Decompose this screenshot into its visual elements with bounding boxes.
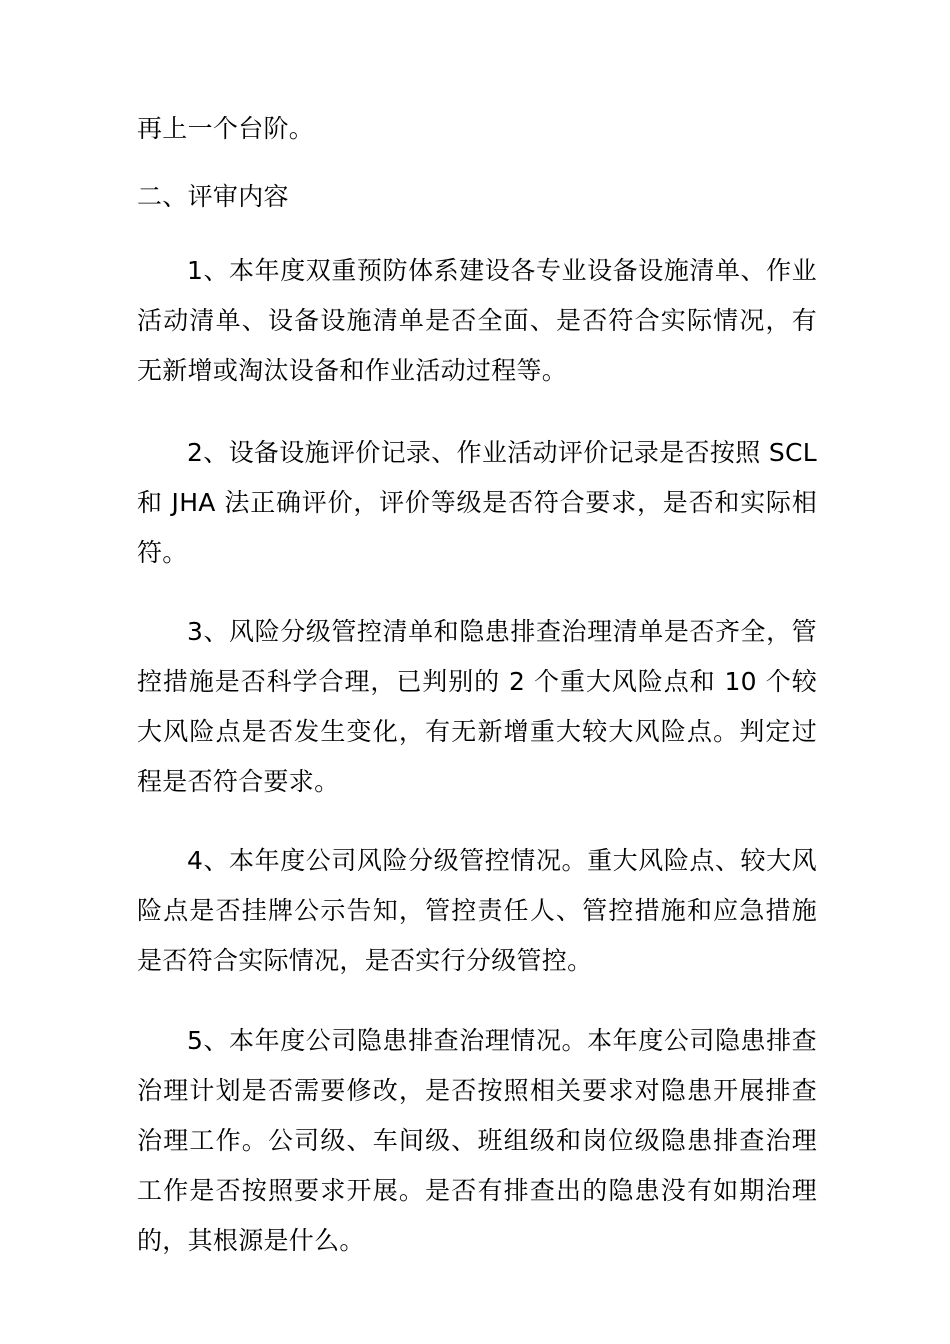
paragraph-4: 4、本年度公司风险分级管控情况。重大风险点、较大风险点是否挂牌公示告知，管控责任人、管控措施和应急措施是否符合实际情况，是否实行分级管控。	[137, 846, 817, 975]
paragraph-5: 5、本年度公司隐患排查治理情况。本年度公司隐患排查治理计划是否需要修改，是否按照相关要求对隐患开展排查治理工作。公司级、车间级、班组级和岗位级隐患排查治理工作是否按照要求开展。是否有排查出的隐患没有如期治理的，其根源是什么。	[137, 1026, 817, 1255]
continuation-line: 再上一个台阶。	[137, 114, 315, 143]
section-heading: 二、评审内容	[137, 182, 289, 211]
paragraph-3: 3、风险分级管控清单和隐患排查治理清单是否齐全，管控措施是否科学合理，已判别的 2 个重大风险点和 10 个较大风险点是否发生变化，有无新增重大较大风险点。判定过程是否符合要求。	[137, 617, 817, 796]
paragraph-2: 2、设备设施评价记录、作业活动评价记录是否按照 SCL 和 JHA 法正确评价，评价等级是否符合要求，是否和实际相符。	[137, 438, 817, 567]
document-body	[137, 110, 817, 1266]
paragraph-1: 1、本年度双重预防体系建设各专业设备设施清单、作业活动清单、设备设施清单是否全面、是否符合实际情况，有无新增或淘汰设备和作业活动过程等。	[137, 256, 817, 385]
